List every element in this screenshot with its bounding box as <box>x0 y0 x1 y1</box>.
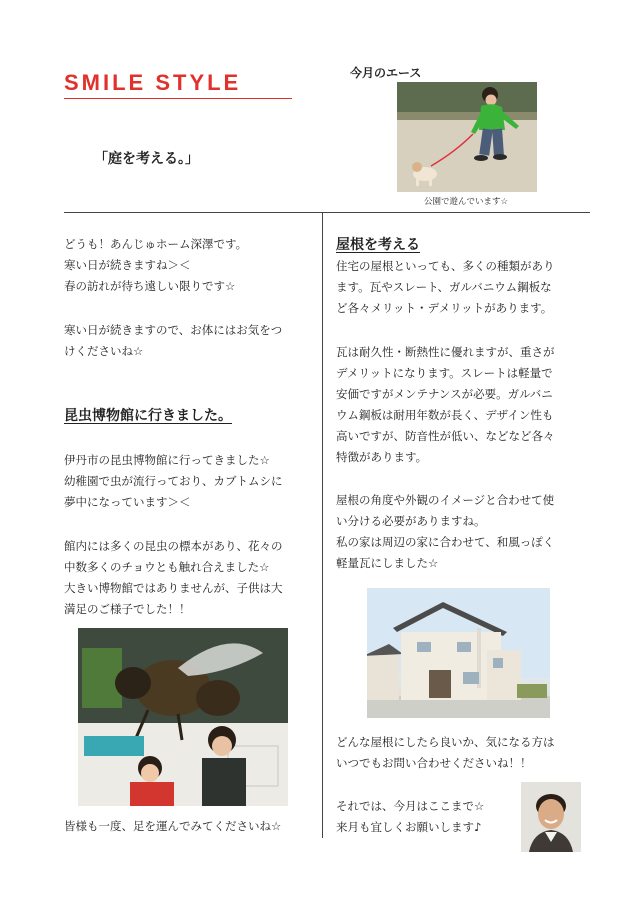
text-line: いつでもお問い合わせくださいね！！ <box>336 756 532 770</box>
text-line: 安価ですがメンテナンスが必要。ガルバニ <box>336 387 553 401</box>
staff-portrait <box>521 782 581 852</box>
text-line: けくださいね☆ <box>64 344 144 358</box>
house-illustration <box>367 588 550 718</box>
text-line: 瓦は耐久性・断熱性に優れますが、重さが <box>336 345 555 359</box>
ace-title: 今月のエース <box>350 66 422 80</box>
column-divider <box>322 212 323 838</box>
text-line: 中数多くのチョウとも触れ合えました☆ <box>64 560 270 574</box>
museum-heading: 昆虫博物館に行きました。 <box>64 408 232 424</box>
roof-paragraph-3 <box>336 490 554 574</box>
text-line: ど各々メリット・デメリットがあります。 <box>336 301 553 315</box>
smiling-man-illustration <box>521 782 581 852</box>
museum-closing: 皆様も一度、足を運んでみてくださいね☆ <box>64 819 282 833</box>
intro-paragraph-2 <box>64 320 282 362</box>
text-line: 伊丹市の昆虫博物館に行ってきました☆ <box>64 453 270 467</box>
text-line: 夢中になっています＞＜ <box>64 495 191 509</box>
text-line: 寒い日が続きますね＞＜ <box>64 258 191 272</box>
text-line: 屋根の角度や外観のイメージと合わせて使 <box>336 493 555 507</box>
text-line: ウム鋼板は耐用年数が長く、デザイン性も <box>336 408 554 422</box>
text-line: い分ける必要がありますね。 <box>336 514 486 528</box>
text-line: どうも！あんじゅホーム深澤です。 <box>64 237 248 251</box>
text-line: デメリットになります。スレートは軽量で <box>336 366 553 380</box>
section-divider-horizontal <box>64 212 590 213</box>
text-line: 幼稚園で虫が流行っており、カブトムシに <box>64 474 283 488</box>
text-line: 大きい博物館ではありませんが、子供は大 <box>64 581 283 595</box>
ace-photo-caption: 公園で遊んでいます☆ <box>424 197 509 207</box>
ace-photo <box>397 82 537 192</box>
text-line: 寒い日が続きますので、お体にはお気をつ <box>64 323 283 337</box>
roof-inquiry <box>336 732 555 774</box>
roof-paragraph-2 <box>336 342 555 468</box>
text-line: 特徴があります。 <box>336 450 428 464</box>
text-line: 軽量瓦にしました☆ <box>336 556 439 570</box>
museum-paragraph-2 <box>64 536 283 620</box>
issue-theme: 「庭を考える。」 <box>94 151 199 167</box>
roof-paragraph-1 <box>336 256 555 319</box>
newsletter-title: SMILE STYLE <box>64 70 292 99</box>
text-line: 住宅の屋根といっても、多くの種類があり <box>336 259 555 273</box>
text-line: 来月も宜しくお願いします♪ <box>336 820 482 834</box>
giant-bee-exhibit-illustration <box>78 628 288 806</box>
museum-photo <box>78 628 288 806</box>
text-line: 満足のご様子でした！！ <box>64 602 191 616</box>
text-line: 高いですが、防音性が低い、などなど各々 <box>336 429 555 443</box>
house-photo <box>367 588 550 718</box>
text-line: 館内には多くの昆虫の標本があり、花々の <box>64 539 283 553</box>
child-with-dog-illustration <box>397 82 537 192</box>
text-line: 春の訪れが待ち遠しい限りです☆ <box>64 279 236 293</box>
intro-paragraph-1 <box>64 234 247 297</box>
text-line: 私の家は周辺の家に合わせて、和風っぽく <box>336 535 555 549</box>
signoff <box>336 796 484 838</box>
text-line: それでは、今月はここまで☆ <box>336 799 485 813</box>
text-line: ます。瓦やスレート、ガルバニウム鋼板な <box>336 280 552 294</box>
text-line: どんな屋根にしたら良いか、気になる方は <box>336 735 555 749</box>
museum-paragraph-1 <box>64 450 283 513</box>
roof-heading: 屋根を考える <box>336 237 420 253</box>
